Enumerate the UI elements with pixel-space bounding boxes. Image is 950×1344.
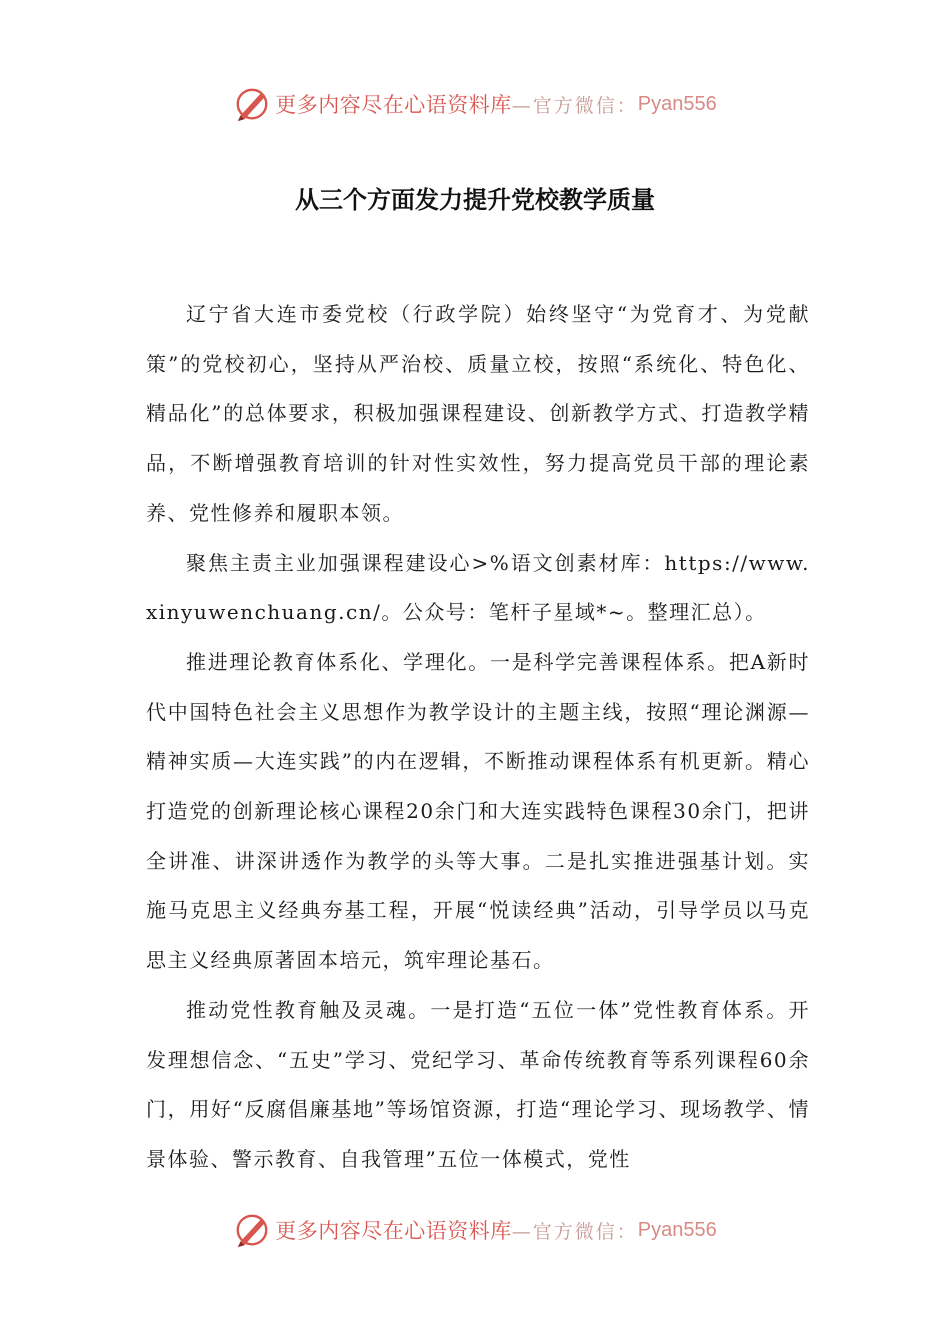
banner-main-text: 更多内容尽在心语资料库	[275, 93, 512, 117]
banner-sub-text: —官方微信：	[511, 1220, 638, 1243]
banner-wechat-id: Pyan556	[637, 1218, 717, 1241]
document-title: 从三个方面发力提升党校教学质量	[295, 186, 655, 214]
pen-logo-icon	[233, 85, 271, 123]
banner-sub-text: —官方微信：	[511, 94, 638, 117]
paragraph: 聚焦主责主业加强课程建设心>%语文创素材库：https://www.xinyuwenchuang.cn/。公众号：笔杆子星域*~。整理汇总）。	[146, 550, 810, 625]
paragraph: 辽宁省大连市委党校（行政学院）始终坚守“为党育才、为党献策”的党校初心，坚持从严治校、质量立校，按照“系统化、特色化、精品化”的总体要求，积极加强课程建设、创新教学方式、打造教学精品，不断增强教育培训的针对性实效性，努力提高党员干部的理论素养、党性修养和履职本领。	[146, 302, 810, 525]
paragraph: 推进理论教育体系化、学理化。一是科学完善课程体系。把A新时代中国特色社会主义思想作为教学设计的主题主线，按照“理论渊源—精神实质—大连实践”的内在逻辑，不断推动课程体系有机更新。精心打造党的创新理论核心课程20余门和大连实践特色课程30余门，把讲全讲准、讲深讲透作为教学的头等大事。二是扎实推进强基计划。实施马克思主义经典夯基工程，开展“悦读经典”活动，引导学员以马克思主义经典原著固本培元，筑牢理论基石。	[146, 649, 810, 973]
document-body	[146, 290, 810, 1185]
paragraph: 推动党性教育触及灵魂。一是打造“五位一体”党性教育体系。开发理想信念、“五史”学习、党纪学习、革命传统教育等系列课程60余门，用好“反腐倡廉基地”等场馆资源，打造“理论学习、现场教学、情景体验、警示教育、自我管理”五位一体模式，党性	[146, 997, 810, 1171]
header-banner	[0, 82, 950, 126]
footer-banner	[0, 1208, 950, 1252]
banner-wechat-id: Pyan556	[637, 92, 717, 115]
banner-main-text: 更多内容尽在心语资料库	[275, 1219, 512, 1243]
pen-logo-icon	[233, 1211, 271, 1249]
